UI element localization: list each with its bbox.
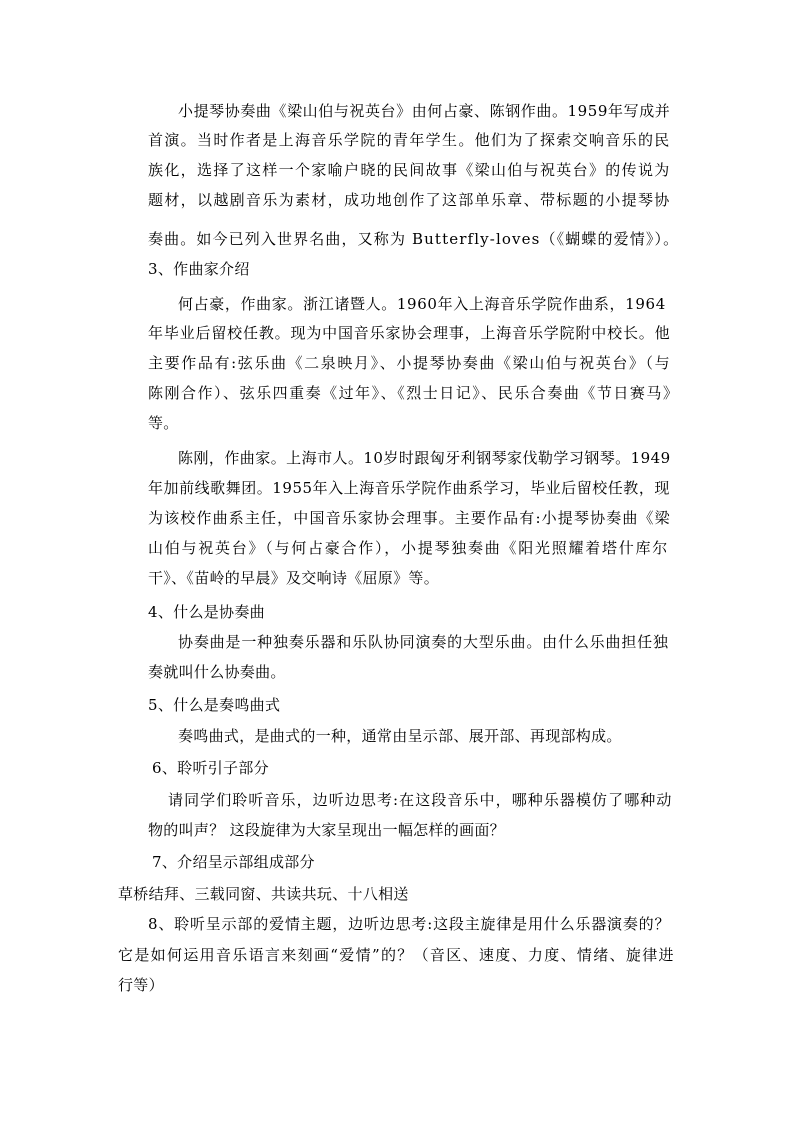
s3-p1-line-5: 等。: [148, 414, 179, 432]
s7-line-1: 草桥结拜、三载同窗、共读共玩、十八相送: [118, 885, 409, 903]
s3-p2-line-2: 年加前线歌舞团。1955年入上海音乐学院作曲系学习，毕业后留校任教，现: [148, 479, 670, 497]
intro-line-5: 奏曲。如今已列入世界名曲，又称为 Butterfly-loves（《蝴蝶的爱情》）。: [148, 230, 680, 248]
s3-p2-line-5: 干》、《苗岭的早晨》及交响诗《屈原》等。: [148, 569, 440, 587]
s8-line-1: 8、聆听呈示部的爱情主题，边听边思考:这段主旋律是用什么乐器演奏的？: [148, 915, 671, 933]
s6-line-1: 请同学们聆听音乐，边听边思考:在这段音乐中，哪种乐器模仿了哪种动: [168, 791, 673, 809]
intro-line-4: 题材，以越剧音乐为素材，成功地创作了这部单乐章、带标题的小提琴协: [148, 191, 671, 209]
s4-line-2: 奏就叫什么协奏曲。: [148, 663, 286, 681]
s8-line-2: 它是如何运用音乐语言来刻画“爱情”的？（音区、速度、力度、情绪、旋律进: [118, 946, 675, 964]
intro-line-3: 族化，选择了这样一个家喻户晓的民间故事《梁山伯与祝英台》的传说为: [148, 161, 671, 179]
s3-p1-line-1: 何占豪，作曲家。浙江诸暨人。1960年入上海音乐学院作曲系，1964: [178, 295, 666, 313]
section-6-heading: 6、聆听引子部分: [152, 759, 269, 777]
intro-line-1: 小提琴协奏曲《梁山伯与祝英台》由何占豪、陈钢作曲。1959年写成并: [178, 102, 671, 120]
s8-line-3: 行等）: [118, 976, 164, 994]
s3-p2-line-4: 山伯与祝英台》（与何占豪合作），小提琴独奏曲《阳光照耀着塔什库尔: [148, 539, 670, 557]
s3-p1-line-4: 陈刚合作）、弦乐四重奏《过年》、《烈士日记》、民乐合奏曲《节日赛马》: [148, 384, 680, 402]
s4-line-1: 协奏曲是一种独奏乐器和乐队协同演奏的大型乐曲。由什么乐曲担任独: [178, 633, 669, 651]
s3-p1-line-3: 主要作品有:弦乐曲《二泉映月》、小提琴协奏曲《梁山伯与祝英台》（与: [148, 354, 672, 372]
section-7-heading: 7、介绍呈示部组成部分: [152, 853, 315, 871]
section-3-heading: 3、作曲家介绍: [148, 260, 250, 278]
s3-p2-line-3: 为该校作曲系主任，中国音乐家协会理事。主要作品有:小提琴协奏曲《梁: [148, 509, 671, 527]
s3-p2-line-1: 陈刚，作曲家。上海市人。10岁时跟匈牙利钢琴家伐勒学习钢琴。1949: [178, 449, 671, 467]
intro-line-2: 首演。当时作者是上海音乐学院的青年学生。他们为了探索交响音乐的民: [148, 131, 671, 149]
section-5-heading: 5、什么是奏鸣曲式: [148, 696, 281, 714]
s3-p1-line-2: 年毕业后留校任教。现为中国音乐家协会理事，上海音乐学院附中校长。他: [148, 324, 671, 342]
s6-line-2: 物的叫声？ 这段旋律为大家呈现出一幅怎样的画面？: [148, 821, 505, 839]
section-4-heading: 4、什么是协奏曲: [148, 603, 265, 621]
s5-line-1: 奏鸣曲式，是曲式的一种，通常由呈示部、展开部、再现部构成。: [178, 727, 622, 745]
